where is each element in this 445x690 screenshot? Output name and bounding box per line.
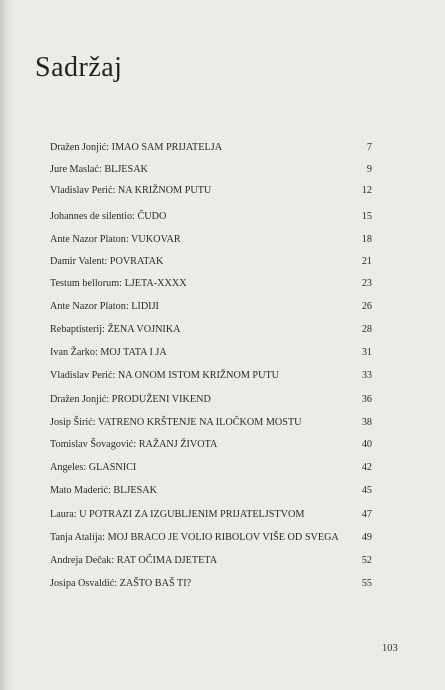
toc-page-number: 31 [361, 347, 372, 358]
toc-entry [50, 140, 372, 156]
toc-entry [50, 276, 372, 292]
toc-entry [50, 183, 372, 199]
toc-entry-title [50, 460, 136, 476]
toc-entry-title [50, 576, 191, 592]
toc-author: Damir Valent: [50, 256, 108, 267]
toc-work-title: RAŽANJ ŽIVOTA [138, 439, 218, 450]
toc-entry-title [50, 368, 279, 384]
toc-work-title: VUKOVAR [131, 234, 181, 245]
toc-entry [50, 576, 372, 592]
page-number: 103 [382, 643, 398, 654]
toc-entry [50, 553, 372, 569]
toc-entry [50, 322, 372, 338]
toc-author: Vladislav Perić: [50, 370, 116, 381]
page-gutter-shadow [0, 0, 14, 690]
toc-entry-title [50, 276, 187, 292]
toc-entry-title [50, 232, 181, 248]
toc-page-number: 36 [361, 394, 372, 405]
toc-entry-title [50, 345, 167, 361]
toc-work-title: BLJESAK [104, 164, 148, 175]
toc-author: Andreja Dečak: [50, 555, 115, 566]
toc-page-number: 21 [361, 256, 372, 267]
toc-entry-title [50, 483, 157, 499]
toc-entry-title [50, 530, 339, 546]
toc-work-title: ZAŠTO BAŠ TI? [119, 578, 192, 589]
toc-page-number: 9 [366, 164, 372, 175]
toc-page-number: 18 [361, 234, 372, 245]
toc-entry-title [50, 553, 217, 569]
toc-page-number: 42 [361, 462, 372, 473]
toc-entry-title [50, 209, 166, 225]
toc-work-title: POVRATAK [109, 256, 164, 267]
toc-work-title: MOJ TATA I JA [100, 347, 167, 358]
toc-author: Testum bellorum: [50, 278, 123, 289]
toc-entry [50, 483, 372, 499]
toc-page-number: 23 [361, 278, 372, 289]
toc-work-title: LJETA-XXXX [124, 278, 187, 289]
toc-work-title: RAT OČIMA DJETETA [116, 555, 218, 566]
toc-author: Dražen Jonjić: [50, 142, 110, 153]
toc-entry-title [50, 322, 181, 338]
toc-page-number: 33 [361, 370, 372, 381]
toc-page-number: 52 [361, 555, 372, 566]
toc-page-number: 26 [361, 301, 372, 312]
toc-author: Ivan Žarko: [50, 347, 98, 358]
toc-author: Tanja Atalija: [50, 532, 106, 543]
toc-entry [50, 507, 372, 523]
toc-work-title: NA ONOM ISTOM KRIŽNOM PUTU [117, 370, 280, 381]
toc-work-title: GLASNICI [88, 462, 137, 473]
toc-author: Angeles: [50, 462, 87, 473]
toc-entry [50, 345, 372, 361]
toc-work-title: IMAO SAM PRIJATELJA [111, 142, 223, 153]
toc-author: Ante Nazor Platon: [50, 301, 129, 312]
toc-entry-title [50, 392, 211, 408]
toc-work-title: PRODUŽENI VIKEND [111, 394, 211, 405]
toc-author: Josip Širić: [50, 417, 96, 428]
toc-entry [50, 299, 372, 315]
toc-page-number: 40 [361, 439, 372, 450]
toc-author: Jure Maslać: [50, 164, 102, 175]
toc-work-title: U POTRAZI ZA IZGUBLJENIM PRIJATELJSTVOM [79, 509, 305, 520]
toc-author: Vladislav Perić: [50, 185, 116, 196]
toc-entry [50, 209, 372, 225]
toc-page-number: 49 [361, 532, 372, 543]
toc-entry [50, 162, 372, 178]
toc-page-number: 47 [361, 509, 372, 520]
toc-author: Tomislav Šovagović: [50, 439, 137, 450]
toc-author: Ante Nazor Platon: [50, 234, 129, 245]
toc-entry-title [50, 254, 163, 270]
toc-page-number: 55 [361, 578, 372, 589]
toc-author: Dražen Jonjić: [50, 394, 110, 405]
toc-entry-title [50, 299, 159, 315]
toc-entry [50, 530, 372, 546]
toc-work-title: NA KRIŽNOM PUTU [117, 185, 212, 196]
toc-entry [50, 460, 372, 476]
toc-work-title: MOJ BRACO JE VOLIO RIBOLOV VIŠE OD SVEGA [107, 532, 339, 543]
toc-entry-title [50, 437, 217, 453]
toc-page-number: 28 [361, 324, 372, 335]
toc-author: Josipa Osvaldić: [50, 578, 118, 589]
toc-entry [50, 415, 372, 431]
toc-entry-title [50, 140, 222, 156]
toc-work-title: BLJESAK [113, 485, 157, 496]
toc-page-number: 15 [361, 211, 372, 222]
toc-author: Laura: [50, 509, 77, 520]
toc-entry [50, 254, 372, 270]
toc-work-title: VATRENO KRŠTENJE NA ILOČKOM MOSTU [97, 417, 302, 428]
toc-page-number: 7 [366, 142, 372, 153]
toc-entry-title [50, 507, 304, 523]
toc-entry [50, 368, 372, 384]
toc-author: Mato Maderić: [50, 485, 111, 496]
toc-entry-title [50, 415, 302, 431]
toc-work-title: LIDIJI [131, 301, 159, 312]
toc-entry [50, 392, 372, 408]
toc-work-title: ČUDO [137, 211, 167, 222]
toc-entry [50, 437, 372, 453]
toc-page-number: 38 [361, 417, 372, 428]
toc-work-title: ŽENA VOJNIKA [107, 324, 181, 335]
toc-entry [50, 232, 372, 248]
toc-entry-title [50, 162, 148, 178]
toc-entry-title [50, 183, 211, 199]
toc-author: Rebaptisterij: [50, 324, 105, 335]
page-title: Sadržaj [35, 52, 123, 83]
toc-page-number: 45 [361, 485, 372, 496]
toc-author: Johannes de silentio: [50, 211, 135, 222]
toc-page-number: 12 [361, 185, 372, 196]
